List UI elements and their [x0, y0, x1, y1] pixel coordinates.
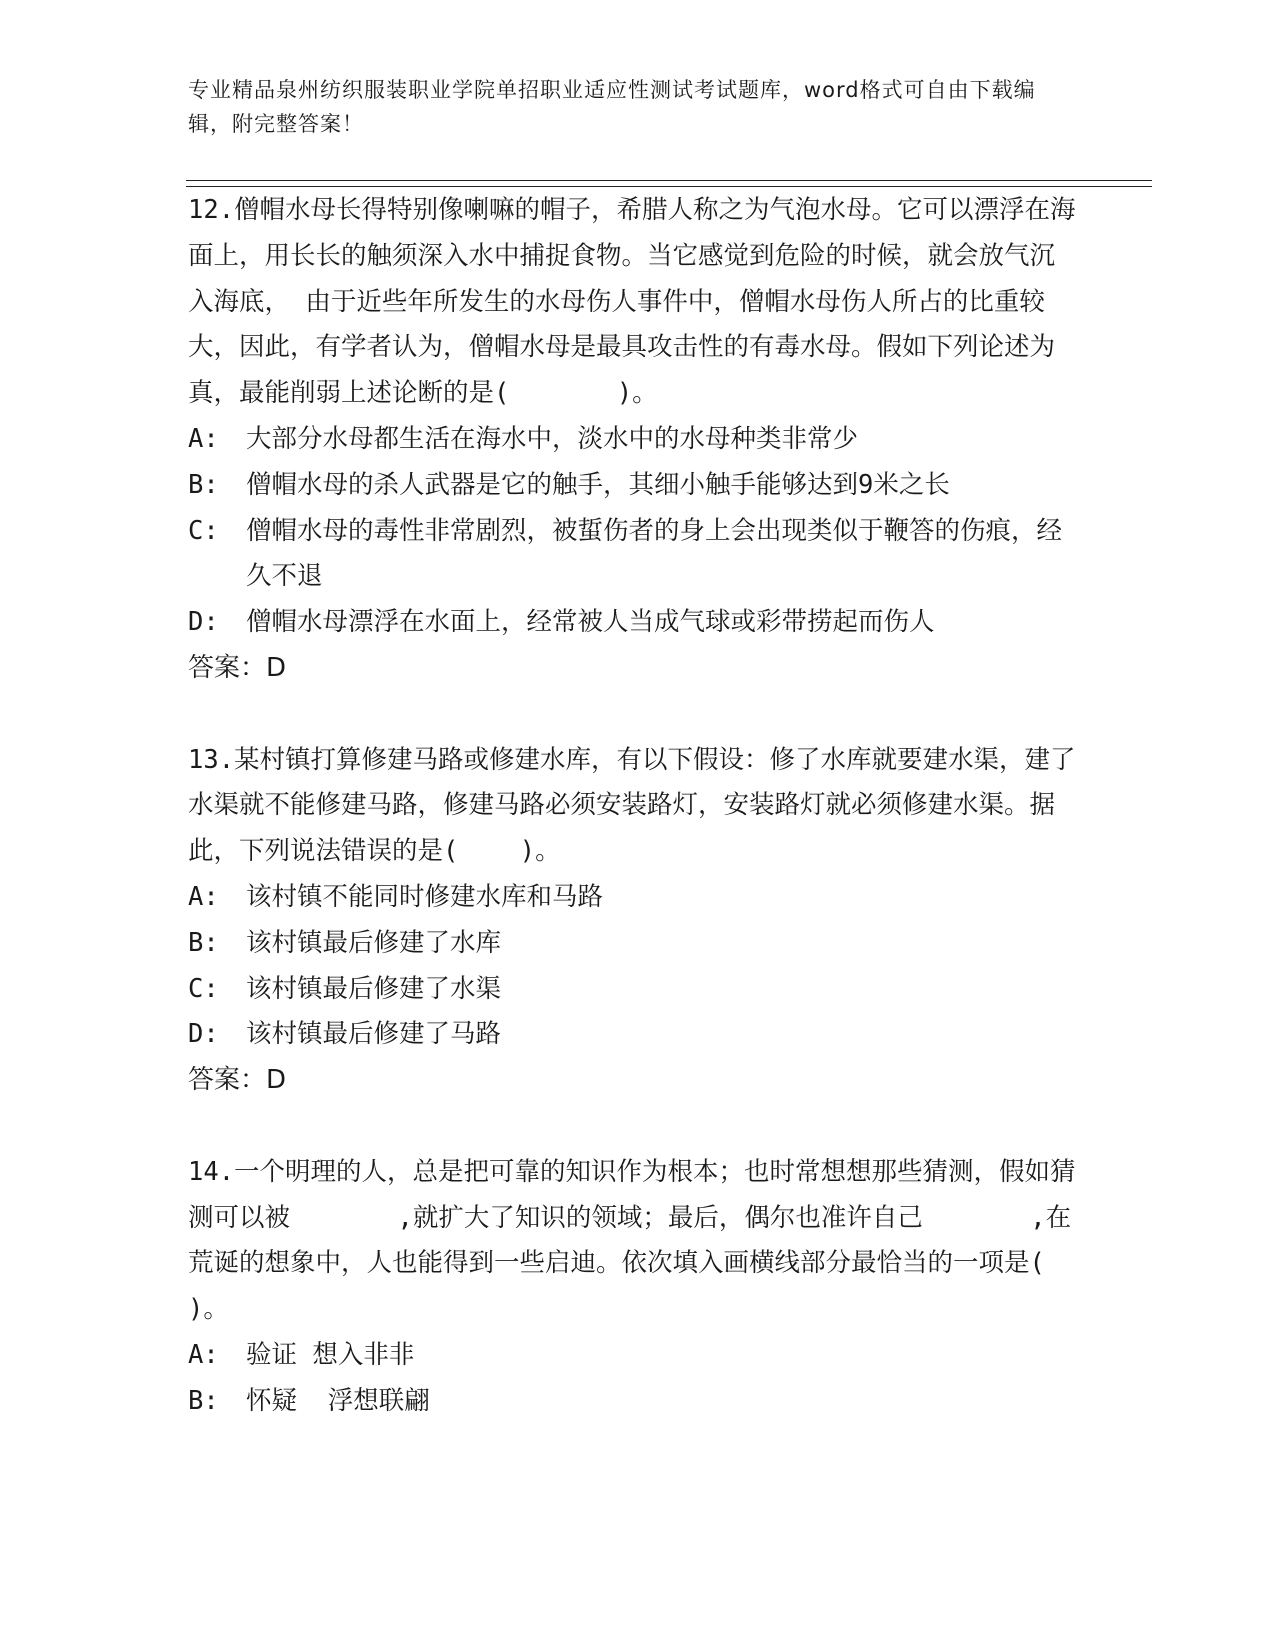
option-key: B: — [188, 927, 219, 958]
option-text: 僧帽水母的杀人武器是它的触手，其细小触手能够达到9米之长 — [246, 469, 950, 500]
option-key: C: — [188, 515, 219, 546]
option-key: A: — [188, 1339, 219, 1370]
option-text: 该村镇最后修建了水渠 — [246, 973, 502, 1004]
option-text: 验证 想入非非 — [246, 1339, 415, 1370]
option-b — [188, 921, 1078, 967]
question-stem: 14.一个明理的人，总是把可靠的知识作为根本；也时常想想那些猜测，假如猜 测可以被 ,就扩大了知识的领域；最后，偶尔也准许自己 ,在荒诞的想象中，人也能得到一些启迪。依次填入画横线部分最恰当的一项是( )。 — [188, 1156, 1091, 1325]
option-b — [188, 1379, 1078, 1425]
option-key: A: — [188, 423, 219, 454]
question-spacer — [188, 692, 1078, 738]
option-key: D: — [188, 1019, 219, 1050]
question-stem: 13.某村镇打算修建马路或修建水库，有以下假设：修了水库就要建水渠，建了水渠就不能修建马路，修建马路必须安装路灯，安装路灯就必须修建水渠。据此，下列说法错误的是( )。 — [188, 744, 1076, 867]
option-text: 僧帽水母的毒性非常剧烈，被蜇伤者的身上会出现类似于鞭答的伤痕，经久不退 — [246, 515, 1063, 592]
option-key: B: — [188, 469, 219, 500]
header-rule-bottom — [186, 186, 1152, 187]
option-a — [188, 417, 1078, 463]
question-12 — [188, 188, 1107, 692]
answer-line: 答案：D — [188, 1065, 287, 1096]
question-spacer — [188, 1104, 1078, 1150]
option-key: B: — [188, 1385, 219, 1416]
option-c — [188, 509, 1078, 601]
option-text: 该村镇最后修建了水库 — [246, 927, 502, 958]
option-a — [188, 875, 1078, 921]
option-text: 大部分水母都生活在海水中，淡水中的水母种类非常少 — [246, 423, 859, 454]
option-key: A: — [188, 881, 219, 912]
option-c — [188, 967, 1078, 1013]
document-body — [188, 188, 1107, 1425]
option-key: C: — [188, 973, 219, 1004]
page-header: 专业精品泉州纺织服装职业学院单招职业适应性测试考试题库，word格式可自由下载编辑，附完整答案！ — [188, 78, 1036, 136]
option-key: D: — [188, 607, 219, 638]
option-a — [188, 1333, 1078, 1379]
option-b — [188, 463, 1078, 509]
question-14 — [188, 1150, 1091, 1425]
option-d — [188, 1012, 1078, 1058]
question-stem: 12.僧帽水母长得特别像喇嘛的帽子，希腊人称之为气泡水母。它可以漂浮在海 面上，用长长的触须深入水中捕捉食物。当它感觉到危险的时候，就会放气沉入海底， 由于近些年所发生的水母伤人事件中，僧帽水母伤人所占的比重较大，因此，有学者认为，僧帽水母是最具攻击性的有毒水母。假如下列论述为真，最能削弱上述论断的是( )。 — [188, 195, 1107, 409]
option-text: 僧帽水母漂浮在水面上，经常被人当成气球或彩带捞起而伤人 — [246, 607, 935, 638]
answer-line: 答案：D — [188, 652, 287, 683]
option-d — [188, 600, 1078, 646]
question-13 — [188, 738, 1078, 1104]
header-rule-top — [186, 180, 1152, 181]
option-text: 怀疑 浮想联翩 — [246, 1385, 430, 1416]
option-text: 该村镇最后修建了马路 — [246, 1019, 502, 1050]
option-text: 该村镇不能同时修建水库和马路 — [246, 881, 604, 912]
